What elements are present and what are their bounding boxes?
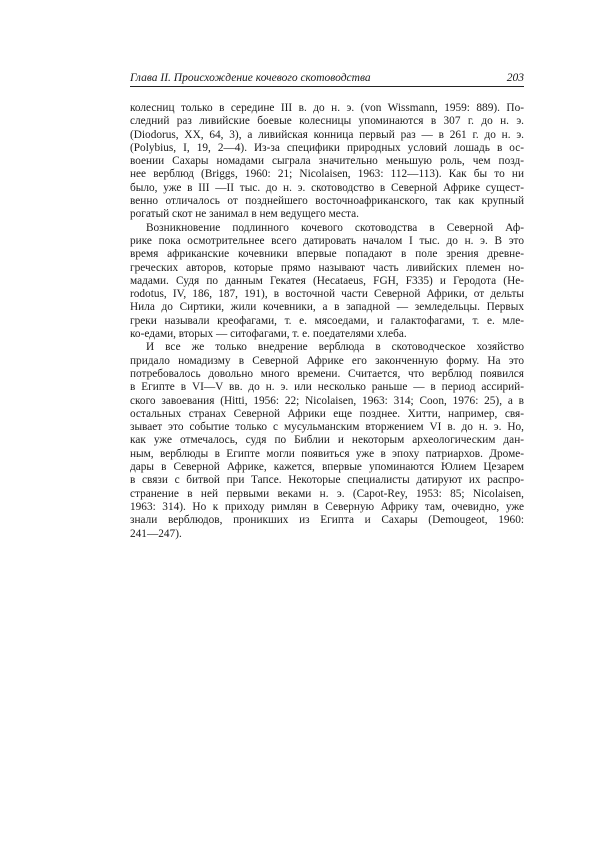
text-line: ным, верблюды в Египте могли появиться уже в эпоху патриархов. Дроме- [130,447,524,460]
text-line: странение в ней первыми веками н. э. (Capot-Rey, 1953: 85; Nicolaisen, [130,487,524,500]
text-line: И все же только внедрение верблюда в скотоводческое хозяйство [146,341,524,354]
text-line: воении Сахары номадами сыграла значительно меньшую роль, чем позд- [130,155,524,168]
text-line: в Египте в VI—V вв. до н. э. или несколько раньше — в период ассирий- [130,381,524,394]
text-line: потребовалось довольно много времени. Считается, что верблюд появился [130,367,524,380]
text-line: Возникновение подлинного кочевого скотоводства в Северной Аф- [146,221,524,234]
text-line: рогатый скот не занимал в нем ведущего места. [130,208,359,221]
running-head-chapter-title: Глава II. Происхождение кочевого скотоводства [130,72,371,84]
text-body [130,102,524,541]
text-line: остальных странах Северной Африки еще позднее. Хитти, например, свя- [130,407,524,420]
page-number: 203 [506,72,524,84]
text-line: время африканские кочевники впервые попадают в поле зрения древне- [130,248,524,261]
text-line: венно отличалось от позднейшего восточноафриканского, так как крупный [130,195,524,208]
text-line: придало номадизму в Северной Африке его законченную форму. На это [130,354,524,367]
text-line: 1963: 314). Но к приходу римлян в Северную Африку там, очевидно, уже [130,500,524,513]
text-line: греки называли креофагами, т. е. мясоедами, и галактофагами, т. е. мле- [130,314,524,327]
text-line: Нила до Сиртики, жили кочевники, а в западной — земледельцы. Первых [130,301,524,314]
text-line: rodotus, IV, 186, 187, 191), в восточной части Северной Африки, от дельты [130,288,524,301]
text-line: дары в Северной Африке, кажется, впервые упоминаются Юлием Цезарем [130,461,524,474]
text-line: рике пока осмотрительнее всего датировать началом I тыс. до н. э. В это [130,234,524,247]
text-line: колесниц только в середине III в. до н. э. (von Wissmann, 1959: 889). По- [130,102,524,114]
text-line: ко-едами, вторых — ситофагами, т. е. поедателями хлеба. [130,328,407,341]
text-line: (Diodorus, XX, 64, 3), а ливийская конница первый раз — в 261 г. до н. э. [130,128,524,141]
page-header [130,67,524,87]
text-line: 241—247). [130,527,182,540]
text-line: знали верблюдов, проникших из Египта и Сахары (Demougeot, 1960: [130,514,524,527]
text-line: было, уже в III —II тыс. до н. э. скотоводство в Северной Африке сущест- [130,181,524,194]
text-line: греческих авторов, которые прямо называют часть ливийских племен но- [130,261,524,274]
paragraph [130,341,524,540]
text-line: мадами. Судя по данным Гекатея (Hecataeus, FGH, F335) и Геродота (He- [130,274,524,287]
text-line: как уже отмечалось, судя по Библии и некоторым археологическим дан- [130,434,524,447]
text-line: ского завоевания (Hitti, 1956: 22; Nicolaisen, 1963: 314; Coon, 1976: 25), а в [130,394,524,407]
text-line: зывает это событие только с мусульманским вторжением VI в. до н. э. Но, [130,421,524,434]
text-line: (Polybius, I, 19, 2—4). Из-за специфики природных условий лошадь в ос- [130,141,524,154]
paragraph [130,102,524,222]
text-line: следний раз ливийские боевые колесницы упоминаются в 307 г. до н. э. [130,115,524,128]
paragraph [130,222,524,342]
text-line: в связи с битвой при Тапсе. Некоторые специалисты датируют их распро- [130,474,524,487]
text-line: нее верблюд (Briggs, 1960: 21; Nicolaisen, 1963: 112—113). Как бы то ни [130,168,524,181]
